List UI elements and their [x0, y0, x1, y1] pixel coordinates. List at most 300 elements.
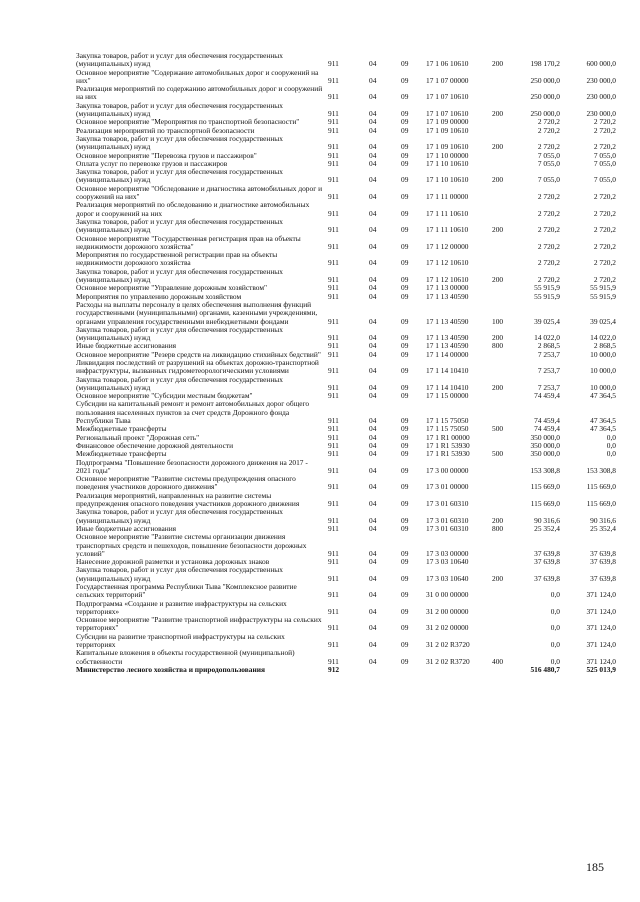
row-subsection-code: 09 — [401, 159, 409, 168]
row-amount-year-1: 350 000,0 — [530, 450, 560, 459]
row-amount-year-1: 0,0 — [550, 656, 560, 666]
row-section-code: 04 — [369, 225, 377, 235]
row-amount-year-1: 7 253,7 — [537, 350, 560, 359]
row-target-article: 17 1 07 10610 — [426, 92, 469, 102]
row-amount-year-2: 153 308,8 — [586, 465, 616, 475]
row-subsection-code: 09 — [401, 606, 409, 616]
row-grbs-code: 911 — [328, 316, 339, 326]
row-expense-type: 500 — [492, 450, 504, 459]
table-row — [76, 185, 616, 202]
row-amount-year-2: 14 022,0 — [590, 333, 616, 343]
row-amount-year-2: 115 669,0 — [586, 482, 616, 492]
row-grbs-code: 911 — [328, 109, 339, 119]
row-target-article: 17 3 03 10640 — [426, 573, 469, 583]
row-name: Основное мероприятие "Обследование и диагностика автомобильных дорог и сооружений на них" — [76, 184, 323, 202]
row-target-article: 17 1 06 10610 — [426, 59, 469, 69]
row-subsection-code: 09 — [401, 225, 409, 235]
row-name: Реализация мероприятий по транспортной безопасности — [76, 126, 255, 135]
table-row — [76, 160, 616, 168]
row-target-article: 17 1 13 40590 — [426, 316, 469, 326]
row-name: Подпрограмма "Повышение безопасности дорожного движения на 2017 - 2021 годы" — [76, 458, 308, 475]
row-amount-year-2: 371 124,0 — [586, 606, 616, 616]
table-row — [76, 359, 616, 376]
row-amount-year-1: 37 639,8 — [534, 573, 560, 583]
row-section-code: 04 — [369, 333, 377, 343]
row-amount-year-2: 2 720,2 — [593, 275, 616, 285]
row-expense-type — [492, 583, 514, 600]
row-grbs-code: 911 — [328, 258, 339, 268]
row-amount-year-2: 55 915,9 — [590, 284, 616, 293]
row-expense-type — [492, 392, 514, 400]
row-grbs-code: 911 — [328, 366, 339, 376]
table-row — [76, 284, 616, 292]
row-grbs-code: 911 — [328, 499, 339, 509]
row-section-code: 04 — [369, 433, 377, 442]
table-row — [76, 566, 616, 583]
row-amount-year-2: 10 000,0 — [590, 366, 616, 376]
row-section-code: 04 — [369, 450, 377, 459]
row-section-code: 04 — [369, 441, 377, 450]
table-row — [76, 326, 616, 343]
table-row — [76, 525, 616, 533]
row-expense-type — [492, 293, 514, 301]
row-name: Закупка товаров, работ и услуг для обеспечения государственных (муниципальных) нужд — [76, 52, 283, 69]
row-name: Закупка товаров, работ и услуг для обеспечения государственных (муниципальных) нужд — [76, 375, 283, 392]
page-number: 185 — [586, 860, 604, 874]
row-target-article: 17 3 01 00000 — [426, 482, 469, 492]
row-section-code: 04 — [369, 350, 377, 359]
row-expense-type: 500 — [492, 425, 504, 434]
row-amount-year-2: 7 055,0 — [593, 151, 616, 160]
row-expense-type — [492, 284, 514, 292]
row-section-code: 04 — [369, 292, 377, 301]
row-grbs-code: 911 — [328, 392, 339, 401]
row-amount-year-1: 90 316,6 — [534, 515, 560, 525]
table-row — [76, 52, 616, 69]
row-amount-year-1: 2 720,2 — [537, 208, 560, 218]
row-expense-type: 800 — [492, 524, 504, 533]
table-row — [76, 392, 616, 400]
row-subsection-code: 09 — [401, 208, 409, 218]
row-target-article: 17 1 R1 00000 — [426, 433, 470, 442]
table-row — [76, 425, 616, 433]
row-target-article: 17 1 10 10610 — [426, 175, 469, 185]
row-grbs-code: 911 — [328, 450, 339, 459]
row-amount-year-2: 37 639,8 — [590, 573, 616, 583]
row-amount-year-2: 371 124,0 — [586, 590, 616, 600]
row-subsection-code: 09 — [401, 142, 409, 152]
row-target-article: 17 1 09 10610 — [426, 142, 469, 152]
row-amount-year-2: 2 868,5 — [593, 342, 616, 351]
row-amount-year-1: 74 459,4 — [534, 425, 560, 434]
row-amount-year-2: 2 720,2 — [593, 258, 616, 268]
row-target-article: 17 1 07 10610 — [426, 109, 469, 119]
row-amount-year-1: 7 055,0 — [537, 151, 560, 160]
row-subsection-code: 09 — [401, 92, 409, 102]
row-amount-year-1: 250 000,0 — [530, 75, 560, 85]
row-name: Нанесение дорожной разметки и установка дорожных знаков — [76, 558, 270, 567]
row-amount-year-1: 2 720,2 — [537, 225, 560, 235]
table-row — [76, 168, 616, 185]
row-target-article: 17 1 14 10410 — [426, 366, 469, 376]
row-expense-type — [492, 600, 514, 617]
row-amount-year-2: 2 720,2 — [593, 192, 616, 202]
row-subsection-code: 09 — [401, 151, 409, 160]
row-subsection-code: 09 — [401, 623, 409, 633]
row-amount-year-2: 230 000,0 — [586, 92, 616, 102]
row-amount-year-2: 230 000,0 — [586, 75, 616, 85]
row-subsection-code: 09 — [401, 59, 409, 69]
row-name: Закупка товаров, работ и услуг для обеспечения государственных (муниципальных) нужд — [76, 101, 283, 119]
row-section-code: 04 — [369, 59, 377, 69]
row-name: Основное мероприятие "Содержание автомобильных дорог и сооружений на них" — [76, 68, 319, 85]
row-expense-type — [492, 118, 514, 126]
row-target-article: 17 3 01 60310 — [426, 499, 469, 509]
row-subsection-code: 09 — [401, 515, 409, 525]
row-amount-year-2: 0,0 — [606, 433, 616, 442]
row-amount-year-2: 7 055,0 — [593, 159, 616, 168]
row-amount-year-1: 2 720,2 — [537, 258, 560, 268]
row-section-code: 04 — [369, 366, 377, 376]
row-amount-year-1: 74 459,4 — [534, 416, 560, 426]
row-target-article: 17 1 13 40590 — [426, 342, 469, 351]
row-expense-type: 200 — [492, 515, 504, 525]
row-name: Основное мероприятие "Развитие транспортной инфраструктуры на сельских территориях" — [76, 616, 322, 633]
row-grbs-code: 911 — [328, 159, 339, 168]
row-grbs-code: 911 — [328, 623, 339, 633]
row-grbs-code: 911 — [328, 425, 339, 434]
table-row — [76, 533, 616, 558]
table-row — [76, 342, 616, 350]
row-amount-year-2: 371 124,0 — [586, 640, 616, 650]
table-row — [76, 301, 616, 326]
row-subsection-code: 09 — [401, 126, 409, 135]
row-section-code: 04 — [369, 573, 377, 583]
row-amount-year-2: 2 720,2 — [593, 225, 616, 235]
row-subsection-code: 09 — [401, 656, 409, 666]
row-subsection-code: 09 — [401, 558, 409, 567]
row-amount-year-1: 0,0 — [550, 623, 560, 633]
row-subsection-code: 09 — [401, 175, 409, 185]
row-amount-year-1: 37 639,8 — [534, 548, 560, 558]
table-row — [76, 218, 616, 235]
row-section-code: 04 — [369, 640, 377, 650]
row-expense-type: 200 — [492, 109, 504, 119]
row-section-code: 04 — [369, 208, 377, 218]
row-target-article: 17 1 15 00000 — [426, 392, 469, 401]
table-row — [76, 649, 616, 666]
row-subsection-code — [401, 666, 426, 674]
row-grbs-code: 911 — [328, 524, 339, 533]
row-section-code: 04 — [369, 241, 377, 251]
row-subsection-code: 09 — [401, 292, 409, 301]
row-grbs-code: 911 — [328, 75, 339, 85]
row-name: Региональный проект "Дорожная сеть" — [76, 433, 200, 442]
row-expense-type — [492, 85, 514, 102]
row-amount-year-1: 2 720,2 — [537, 118, 560, 127]
row-amount-year-2: 7 055,0 — [593, 175, 616, 185]
table-row — [76, 475, 616, 492]
row-expense-type: 200 — [492, 382, 504, 392]
row-target-article: 17 1 12 10610 — [426, 258, 469, 268]
row-amount-year-1: 2 720,2 — [537, 241, 560, 251]
row-amount-year-1: 55 915,9 — [534, 284, 560, 293]
table-row — [76, 400, 616, 425]
row-amount-year-2: 10 000,0 — [590, 350, 616, 359]
row-section-code — [369, 666, 401, 674]
table-row — [76, 666, 616, 674]
row-amount-year-1: 350 000,0 — [530, 441, 560, 450]
row-amount-year-2: 115 669,0 — [586, 499, 616, 509]
row-amount-year-2: 47 364,5 — [590, 425, 616, 434]
row-target-article: 17 1 R1 53930 — [426, 450, 470, 459]
row-amount-year-1: 55 915,9 — [534, 292, 560, 301]
row-expense-type: 200 — [492, 275, 504, 285]
row-target-article: 31 2 00 00000 — [426, 606, 469, 616]
row-section-code: 04 — [369, 175, 377, 185]
row-grbs-code: 911 — [328, 416, 339, 426]
row-grbs-code: 911 — [328, 92, 339, 102]
row-amount-year-1: 0,0 — [550, 640, 560, 650]
row-name: Межбюджетные трансферты — [76, 450, 167, 459]
row-amount-year-1: 0,0 — [550, 590, 560, 600]
row-amount-year-2: 47 364,5 — [590, 416, 616, 426]
row-target-article: 17 1 R1 53930 — [426, 441, 470, 450]
row-target-article: 17 1 10 00000 — [426, 151, 469, 160]
table-row — [76, 583, 616, 600]
row-amount-year-1: 39 025,4 — [534, 316, 560, 326]
row-expense-type: 200 — [492, 333, 504, 343]
row-target-article: 17 1 13 40590 — [426, 292, 469, 301]
table-row — [76, 459, 616, 476]
row-amount-year-2: 37 639,8 — [590, 548, 616, 558]
row-target-article: 17 1 09 10610 — [426, 126, 469, 135]
row-grbs-code: 911 — [328, 573, 339, 583]
row-amount-year-1: 2 720,2 — [537, 192, 560, 202]
row-target-article: 17 3 01 60310 — [426, 524, 469, 533]
table-row — [76, 127, 616, 135]
row-expense-type: 200 — [492, 142, 504, 152]
row-target-article: 17 3 01 60310 — [426, 515, 469, 525]
row-amount-year-2: 39 025,4 — [590, 316, 616, 326]
row-grbs-code: 911 — [328, 350, 339, 359]
row-subsection-code: 09 — [401, 499, 409, 509]
row-expense-type — [492, 459, 514, 476]
row-name: Субсидии на развитие транспортной инфраструктуры на сельских территориях — [76, 632, 285, 650]
row-grbs-code: 911 — [328, 515, 339, 525]
row-expense-type — [492, 666, 514, 674]
row-section-code: 04 — [369, 558, 377, 567]
row-grbs-code: 911 — [328, 606, 339, 616]
row-expense-type — [492, 434, 514, 442]
row-expense-type: 800 — [492, 342, 504, 351]
row-subsection-code: 09 — [401, 524, 409, 533]
row-section-code: 04 — [369, 465, 377, 475]
row-subsection-code: 09 — [401, 382, 409, 392]
row-amount-year-2: 0,0 — [606, 450, 616, 459]
row-section-code: 04 — [369, 316, 377, 326]
row-name: Подпрограмма «Создание и развитие инфраструктуры на сельских территориях» — [76, 599, 287, 616]
table-row — [76, 118, 616, 126]
row-amount-year-1: 2 720,2 — [537, 275, 560, 285]
row-section-code: 04 — [369, 548, 377, 558]
row-amount-year-1: 7 055,0 — [537, 175, 560, 185]
row-name: Закупка товаров, работ и услуг для обеспечения государственных (муниципальных) нужд — [76, 566, 283, 583]
row-subsection-code: 09 — [401, 192, 409, 202]
row-grbs-code: 911 — [328, 433, 339, 442]
row-name: Субсидии на капитальный ремонт и ремонт автомобильных дорог общего пользования населенных пунктов за счет средств Дорожного фонда Республики Тыва — [76, 400, 310, 426]
row-name: Основное мероприятие "Государственная регистрация прав на объекты недвижимости дорожного хозяйства" — [76, 234, 301, 251]
row-subsection-code: 09 — [401, 416, 409, 426]
row-grbs-code: 911 — [328, 284, 339, 293]
table-row — [76, 492, 616, 509]
row-grbs-code: 911 — [328, 225, 339, 235]
table-row — [76, 351, 616, 359]
table-row — [76, 442, 616, 450]
row-section-code: 04 — [369, 656, 377, 666]
row-name: Основное мероприятие "Мероприятия по транспортной безопасности" — [76, 118, 300, 127]
table-row — [76, 85, 616, 102]
row-amount-year-2: 25 352,4 — [590, 524, 616, 533]
row-grbs-code: 911 — [328, 382, 339, 392]
row-grbs-code: 911 — [328, 333, 339, 343]
row-amount-year-2: 2 720,2 — [593, 142, 616, 152]
row-name: Иные бюджетные ассигнования — [76, 342, 177, 351]
row-name: Капитальные вложения в объекты государственной (муниципальной) собственности — [76, 649, 295, 666]
row-amount-year-1: 2 720,2 — [537, 142, 560, 152]
table-row — [76, 293, 616, 301]
row-amount-year-2: 2 720,2 — [593, 118, 616, 127]
row-name: Закупка товаров, работ и услуг для обеспечения государственных (муниципальных) нужд — [76, 168, 283, 185]
row-amount-year-2: 55 915,9 — [590, 292, 616, 301]
table-row — [76, 102, 616, 119]
row-target-article: 17 3 03 00000 — [426, 548, 469, 558]
table-row — [76, 558, 616, 566]
row-grbs-code: 911 — [328, 126, 339, 135]
row-expense-type — [492, 185, 514, 202]
row-amount-year-2: 2 720,2 — [593, 126, 616, 135]
row-name: Закупка товаров, работ и услуг для обеспечения государственных (муниципальных) нужд — [76, 508, 283, 525]
row-name: Оплата услуг по перевозке грузов и пассажиров — [76, 159, 228, 168]
row-amount-year-1: 2 868,5 — [537, 342, 560, 351]
row-grbs-code: 911 — [328, 656, 339, 666]
row-section-code: 04 — [369, 151, 377, 160]
row-amount-year-1: 7 055,0 — [537, 159, 560, 168]
table-row — [76, 376, 616, 393]
row-name: Мероприятия по управлению дорожным хозяйством — [76, 292, 242, 301]
row-grbs-code: 911 — [328, 118, 339, 127]
row-amount-year-1: 14 022,0 — [534, 333, 560, 343]
row-expense-type — [492, 235, 514, 252]
row-amount-year-1: 516 480,7 — [530, 665, 560, 674]
row-expense-type: 200 — [492, 225, 504, 235]
row-grbs-code: 911 — [328, 175, 339, 185]
table-row — [76, 600, 616, 617]
row-expense-type — [492, 351, 514, 359]
row-section-code: 04 — [369, 524, 377, 533]
row-section-code: 04 — [369, 416, 377, 426]
row-amount-year-2: 230 000,0 — [586, 109, 616, 119]
row-subsection-code: 09 — [401, 450, 409, 459]
row-section-code: 04 — [369, 623, 377, 633]
row-amount-year-1: 250 000,0 — [530, 92, 560, 102]
row-name: Финансовое обеспечение дорожной деятельности — [76, 441, 234, 450]
row-expense-type — [492, 127, 514, 135]
row-name: Иные бюджетные ассигнования — [76, 524, 177, 533]
row-section-code: 04 — [369, 499, 377, 509]
row-section-code: 04 — [369, 590, 377, 600]
row-name: Межбюджетные трансферты — [76, 425, 167, 434]
row-grbs-code: 911 — [328, 208, 339, 218]
row-expense-type — [492, 201, 514, 218]
table-row — [76, 152, 616, 160]
row-name: Реализация мероприятий по содержанию автомобильных дорог и сооружений на них — [76, 85, 323, 102]
row-target-article: 17 3 00 00000 — [426, 465, 469, 475]
row-expense-type: 400 — [492, 656, 504, 666]
row-section-code: 04 — [369, 118, 377, 127]
row-name: Основное мероприятие "Резерв средств на ликвидацию стихийных бедствий" — [76, 350, 321, 359]
row-section-code: 04 — [369, 159, 377, 168]
row-amount-year-2: 37 639,8 — [590, 558, 616, 567]
row-name: Основное мероприятие "Управление дорожным хозяйством" — [76, 284, 268, 293]
row-grbs-code: 911 — [328, 275, 339, 285]
row-expense-type — [492, 616, 514, 633]
row-grbs-code: 911 — [328, 558, 339, 567]
row-subsection-code: 09 — [401, 316, 409, 326]
row-name: Министерство лесного хозяйства и природопользования — [76, 665, 266, 674]
row-subsection-code: 09 — [401, 465, 409, 475]
row-amount-year-1: 153 308,8 — [530, 465, 560, 475]
row-amount-year-1: 7 253,7 — [537, 366, 560, 376]
row-subsection-code: 09 — [401, 275, 409, 285]
table-row — [76, 201, 616, 218]
row-name: Закупка товаров, работ и услуг для обеспечения государственных (муниципальных) нужд — [76, 325, 283, 343]
row-expense-type — [492, 492, 514, 509]
row-subsection-code: 09 — [401, 333, 409, 343]
row-name: Расходы на выплаты персоналу в целях обеспечения выполнения функций государственными (муниципальными) органами, казенными учреждениями, органами управления государственными внебюджетными фондами — [76, 300, 318, 326]
row-grbs-code: 911 — [328, 548, 339, 558]
row-section-code: 04 — [369, 342, 377, 351]
row-section-code: 04 — [369, 425, 377, 434]
row-subsection-code: 09 — [401, 118, 409, 127]
row-subsection-code: 09 — [401, 425, 409, 434]
row-name: Реализация мероприятий, направленных на развитие системы предупреждения опасного поведения участников дорожного движения — [76, 491, 300, 509]
row-target-article: 17 1 11 10610 — [426, 208, 469, 218]
row-amount-year-1: 115 669,0 — [530, 499, 560, 509]
row-section-code: 04 — [369, 142, 377, 152]
row-expense-type — [492, 633, 514, 650]
row-grbs-code: 911 — [328, 590, 339, 600]
table-row — [76, 135, 616, 152]
row-amount-year-1: 2 720,2 — [537, 126, 560, 135]
row-target-article: 17 1 13 40590 — [426, 333, 469, 343]
row-section-code: 04 — [369, 515, 377, 525]
row-subsection-code: 09 — [401, 590, 409, 600]
row-expense-type — [492, 442, 514, 450]
row-subsection-code: 09 — [401, 350, 409, 359]
row-subsection-code: 09 — [401, 573, 409, 583]
budget-table — [76, 52, 616, 674]
row-subsection-code: 09 — [401, 342, 409, 351]
row-name: Закупка товаров, работ и услуг для обеспечения государственных (муниципальных) нужд — [76, 217, 283, 235]
row-amount-year-2: 2 720,2 — [593, 208, 616, 218]
row-subsection-code: 09 — [401, 433, 409, 442]
row-grbs-code: 911 — [328, 482, 339, 492]
row-section-code: 04 — [369, 92, 377, 102]
row-target-article: 17 1 09 00000 — [426, 118, 469, 127]
row-amount-year-1: 250 000,0 — [530, 109, 560, 119]
row-expense-type: 200 — [492, 573, 504, 583]
